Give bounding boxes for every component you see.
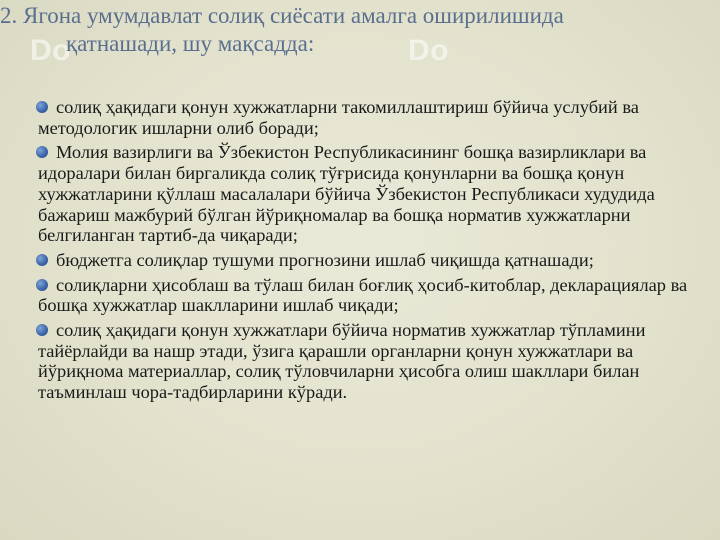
list-item-text: бюджетга солиқлар тушуми прогнозини ишлаб чиқишда қатнашади; (56, 249, 594, 270)
list-item-text: солиқларни ҳисоблаш ва тўлаш билан боғлиқ ҳосиб-китоблар, декларациялар ва бошқа хужжатлар шаклларини ишлаб чиқади; (38, 274, 688, 316)
list-item (38, 320, 716, 403)
list-item (38, 275, 716, 316)
list-item (38, 142, 716, 246)
bullet-list (38, 97, 716, 407)
bullet-dot-icon (36, 279, 48, 291)
list-item (38, 97, 716, 138)
slide-title-line-2: қатнашади, шу мақсадда: (66, 31, 315, 56)
list-item-text: солиқ ҳақидаги қонун хужжатлари бўйича норматив хужжатлар тўпламини тайёрлайди ва нашр этади, ўзига қарашли органларни қонун хужжатлари ва йўриқнома материаллар, солиқ тўловчиларни ҳисобга олиш шакллари билан таъминлаш чора-тадбирларини кўради. (38, 320, 646, 403)
bullet-dot-icon (36, 324, 48, 336)
watermark-left: Do (30, 34, 71, 67)
list-item (38, 250, 716, 271)
slide-title-line-1: 2. Ягона умумдавлат солиқ сиёсати амалга оширилишида (0, 3, 564, 28)
bullet-dot-icon (36, 254, 48, 266)
bullet-dot-icon (36, 101, 48, 113)
slide-title (0, 2, 720, 58)
list-item-text: Молия вазирлиги ва Ўзбекистон Республикасининг бошқа вазирликлари ва идоралари билан биргаликда солиқ тўғрисида қонунларни ва бошқа қонун хужжатларини қўллаш масалалари бўйича Ўзбекистон Республикаси худудида бажариш мажбурий бўлган йўриқномалар ва бошқа норматив хужжатларни белгиланган тартиб-да чиқаради; (38, 142, 655, 246)
list-item-text: солиқ ҳақидаги қонун хужжатларни такомиллаштириш бўйича услубий ва методологик ишларни олиб боради; (38, 97, 639, 138)
watermark-right: Do (408, 34, 449, 67)
bullet-dot-icon (36, 146, 48, 158)
